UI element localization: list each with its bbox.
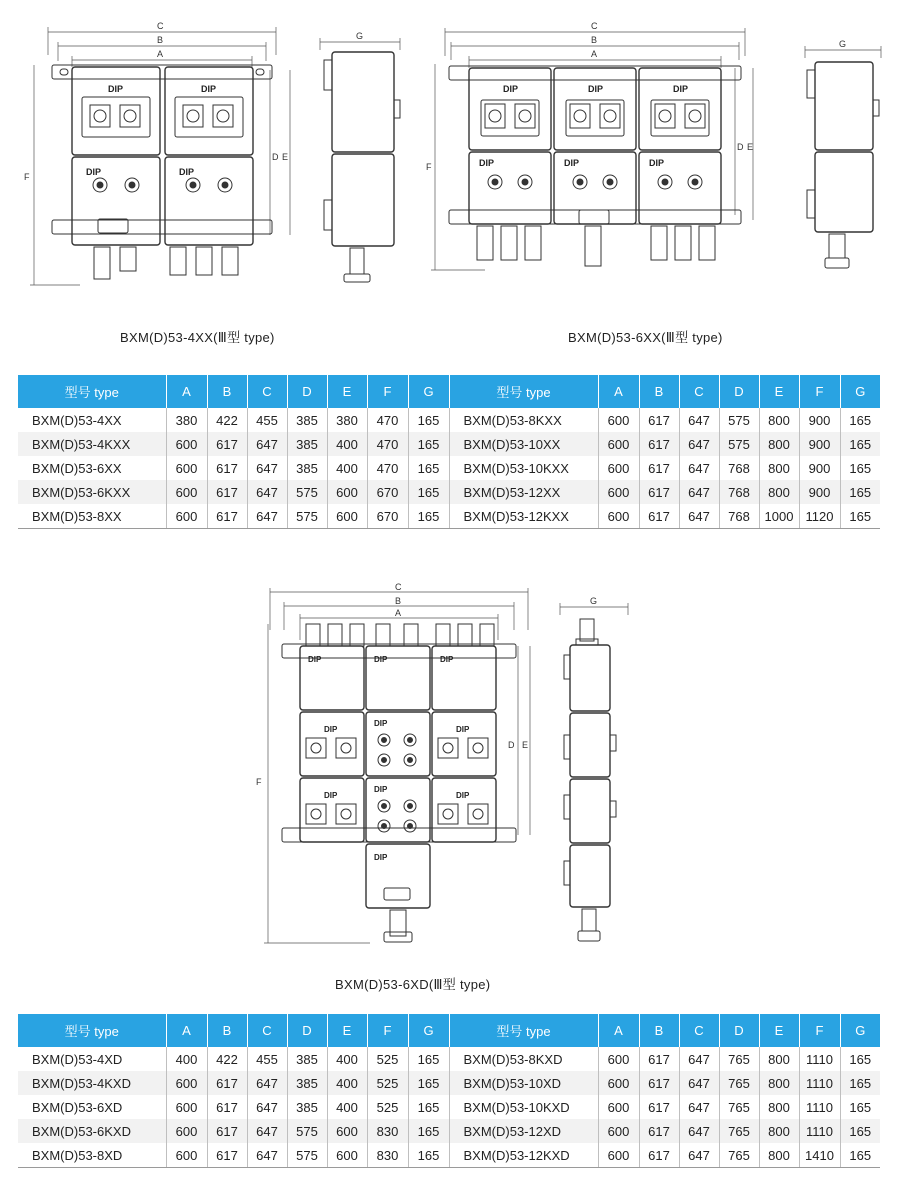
header-cell: 型号 type: [18, 1014, 166, 1047]
dip-label: DIP: [456, 791, 470, 800]
drawing-6xx-side: [795, 40, 890, 290]
dimension-cell: 617: [207, 1071, 247, 1095]
header-cell: D: [287, 375, 327, 408]
dip-label: DIP: [108, 84, 124, 94]
dimension-cell: 165: [840, 1119, 880, 1143]
dimension-cell: 575: [287, 1119, 327, 1143]
dim-c-label: C: [157, 21, 164, 31]
dimension-cell: 600: [598, 504, 639, 529]
dimension-cell: 385: [287, 456, 327, 480]
dip-label: DIP: [440, 655, 454, 664]
dimension-cell: 165: [849, 412, 872, 428]
header-cell: B: [207, 1014, 247, 1047]
model-cell: BXM(D)53-12XD: [449, 1119, 598, 1143]
nameplate-icon: [384, 888, 410, 900]
dimension-cell: 400: [327, 456, 367, 480]
caption-6xx: BXM(D)53-6XX(Ⅲ型 type): [568, 330, 723, 345]
model-cell: BXM(D)53-4KXD: [18, 1071, 166, 1095]
dimension-cell: 165: [408, 504, 449, 529]
model-cell: BXM(D)53-4XD: [18, 1047, 166, 1071]
model-cell: BXM(D)53-10XX: [449, 432, 598, 456]
dimension-cell: 800: [759, 408, 799, 432]
header-cell: 型号 type: [449, 1014, 598, 1047]
dimension-cell: 617: [207, 1119, 247, 1143]
table-row: [18, 1119, 880, 1143]
table-row: [18, 432, 880, 456]
dimension-cell: 800: [759, 1095, 799, 1119]
dimension-cell: 768: [719, 504, 759, 529]
dimension-cell: 165: [408, 408, 449, 432]
header-cell: F: [367, 375, 408, 408]
dimension-cell: 1410: [799, 1143, 840, 1168]
header-cell: C: [247, 375, 287, 408]
dimension-cell: 647: [679, 456, 719, 480]
dimension-cell: 800: [759, 432, 799, 456]
header-cell: E: [759, 375, 799, 408]
dimension-cell: 165: [408, 1119, 449, 1143]
dip-label: DIP: [374, 655, 388, 664]
header-cell: B: [207, 375, 247, 408]
drawing-4xx-front: [20, 15, 300, 305]
dip-label: DIP: [308, 655, 322, 664]
dimension-cell: 600: [598, 456, 639, 480]
dimension-cell: 765: [719, 1047, 759, 1071]
model-cell: BXM(D)53-4XX: [18, 408, 166, 432]
dip-label: DIP: [456, 725, 470, 734]
table-body: [18, 408, 880, 529]
dimension-cell: 900: [799, 408, 840, 432]
indicator-lamp-icon: [93, 178, 232, 192]
dimension-cell: 647: [247, 1095, 287, 1119]
dip-label: DIP: [374, 853, 388, 862]
dimension-cell: 617: [639, 1143, 679, 1168]
dimension-cell: 900: [799, 432, 840, 456]
dimension-cell: 385: [287, 1071, 327, 1095]
table-header-row: [18, 375, 880, 408]
dimension-cell: 525: [367, 1047, 408, 1071]
dimension-cell: 900: [799, 456, 840, 480]
indicator-lamp-icon: [488, 175, 702, 189]
dimension-cell: 647: [247, 1143, 287, 1168]
dimension-cell: 800: [759, 456, 799, 480]
nameplate-icon: [579, 210, 609, 224]
header-cell: F: [799, 375, 840, 408]
switch-icon: [481, 100, 709, 136]
dimension-cell: 165: [840, 480, 880, 504]
dimension-cell: 647: [247, 480, 287, 504]
dip-label: DIP: [588, 84, 604, 94]
dimension-cell: 400: [327, 1071, 367, 1095]
dimension-cell: 600: [598, 408, 639, 432]
dimension-cell: 165: [408, 1095, 449, 1119]
dip-label: DIP: [201, 84, 217, 94]
dimension-cell: 617: [639, 504, 679, 529]
table-row: [18, 1143, 880, 1168]
cable-gland-icon: [94, 247, 238, 279]
header-cell: D: [719, 375, 759, 408]
dimension-cell: 670: [367, 504, 408, 529]
dimension-cell: 600: [166, 1095, 207, 1119]
dimension-cell: 600: [598, 1119, 639, 1143]
dimension-cell: 800: [759, 480, 799, 504]
table-row: [18, 1047, 880, 1071]
dimension-cell: 600: [598, 1071, 639, 1095]
dimension-cell: 768: [719, 480, 759, 504]
dimension-cell: 380: [327, 408, 367, 432]
dimension-cell: 165: [408, 1071, 449, 1095]
dip-label: DIP: [649, 158, 665, 168]
dim-f-label: F: [256, 777, 262, 787]
dimension-cell: 165: [849, 460, 872, 476]
dimension-cell: 600: [598, 1095, 639, 1119]
header-cell: C: [247, 1014, 287, 1047]
header-cell: C: [679, 1014, 719, 1047]
dimension-cell: 385: [287, 408, 327, 432]
dimension-cell: 600: [166, 456, 207, 480]
cable-gland-icon: [306, 624, 494, 646]
dimension-cell: 647: [679, 480, 719, 504]
table-row: [18, 456, 880, 480]
dimension-cell: 165: [408, 456, 449, 480]
header-cell: A: [166, 375, 207, 408]
dimension-cell: 1110: [799, 1071, 840, 1095]
dimension-cell: 765: [719, 1095, 759, 1119]
header-cell: E: [327, 375, 367, 408]
dim-a-label: A: [157, 49, 164, 59]
dim-c-label: C: [591, 21, 598, 31]
spec-table-xx: [18, 375, 880, 529]
header-cell: G: [840, 1014, 880, 1047]
dimension-cell: 400: [327, 432, 367, 456]
dip-label: DIP: [564, 158, 580, 168]
header-cell: A: [166, 1014, 207, 1047]
dimension-cell: 800: [759, 1119, 799, 1143]
dimension-cell: 1120: [799, 504, 840, 529]
dip-label: DIP: [503, 84, 519, 94]
dip-label: DIP: [324, 791, 338, 800]
dimension-cell: 400: [166, 1047, 207, 1071]
cable-gland-icon: [477, 226, 715, 266]
dimension-cell: 800: [759, 1071, 799, 1095]
dimension-cell: 670: [367, 480, 408, 504]
indicator-lamp-icon: [378, 734, 416, 832]
dimension-cell: 617: [639, 432, 679, 456]
dim-f-label: F: [426, 162, 432, 172]
dimension-cell: 900: [799, 480, 840, 504]
table-row: [18, 480, 880, 504]
header-cell: D: [287, 1014, 327, 1047]
dim-g-label: G: [590, 596, 598, 606]
dimension-cell: 455: [247, 408, 287, 432]
dimension-cell: 600: [166, 480, 207, 504]
dimension-cell: 165: [849, 1099, 872, 1115]
dimension-cell: 617: [639, 456, 679, 480]
table-row: [18, 1095, 880, 1119]
switch-icon: [90, 105, 233, 127]
dimension-cell: 600: [598, 432, 639, 456]
header-cell: 型号 type: [449, 375, 598, 408]
dimension-cell: 765: [719, 1143, 759, 1168]
dimension-cell: 800: [759, 1047, 799, 1071]
dim-g-label: G: [356, 31, 364, 41]
model-cell: BXM(D)53-10XD: [449, 1071, 598, 1095]
dim-b-label: B: [395, 596, 402, 606]
dimension-cell: 165: [408, 480, 449, 504]
model-cell: BXM(D)53-6XD: [18, 1095, 166, 1119]
dimension-cell: 165: [408, 432, 449, 456]
dimension-cell: 470: [367, 408, 408, 432]
dimension-cell: 617: [639, 1119, 679, 1143]
dimension-cell: 455: [247, 1047, 287, 1071]
dimension-cell: 1110: [799, 1119, 840, 1143]
drawing-6xd-side: [550, 595, 640, 950]
dimension-cell: 600: [166, 1119, 207, 1143]
dimension-cell: 647: [679, 1119, 719, 1143]
dimension-cell: 165: [840, 1071, 880, 1095]
dimension-cell: 830: [367, 1143, 408, 1168]
dimension-cell: 600: [598, 1143, 639, 1168]
model-cell: BXM(D)53-8KXX: [449, 408, 598, 432]
dimension-cell: 647: [247, 432, 287, 456]
drawing-4xx-side: [310, 30, 410, 290]
dimension-cell: 1110: [799, 1095, 840, 1119]
dim-g-label: G: [839, 40, 847, 49]
dim-e-label: E: [522, 740, 529, 750]
dimension-cell: 617: [639, 480, 679, 504]
dimension-cell: 600: [166, 432, 207, 456]
header-cell: G: [408, 1014, 449, 1047]
dimension-cell: 165: [840, 1143, 880, 1168]
dimension-cell: 647: [679, 408, 719, 432]
dimension-cell: 647: [679, 432, 719, 456]
dimension-cell: 385: [287, 1047, 327, 1071]
drawing-6xd-front: [250, 580, 540, 960]
dim-f-label: F: [24, 172, 30, 182]
dim-e-label: E: [747, 142, 754, 152]
dimension-cell: 765: [719, 1071, 759, 1095]
spec-table-xd: [18, 1014, 880, 1168]
dimension-cell: 385: [287, 432, 327, 456]
model-cell: BXM(D)53-8XX: [18, 504, 166, 529]
table-row: [18, 504, 880, 529]
header-cell: B: [639, 375, 679, 408]
model-cell: BXM(D)53-4KXX: [18, 432, 166, 456]
dim-a-label: A: [591, 49, 598, 59]
dim-e-label: E: [282, 152, 289, 162]
dimension-cell: 617: [639, 1071, 679, 1095]
header-cell: D: [719, 1014, 759, 1047]
dimension-cell: 600: [166, 1143, 207, 1168]
nameplate-icon: [98, 219, 128, 233]
dimension-cell: 647: [247, 456, 287, 480]
table-header-row: [18, 1014, 880, 1047]
dim-d-label: D: [508, 740, 515, 750]
dimension-cell: 617: [207, 432, 247, 456]
model-cell: BXM(D)53-8KXD: [449, 1047, 598, 1071]
model-cell: BXM(D)53-6KXD: [18, 1119, 166, 1143]
dim-b-label: B: [157, 35, 164, 45]
model-cell: BXM(D)53-10KXX: [449, 456, 598, 480]
dimension-cell: 470: [367, 456, 408, 480]
dimension-cell: 647: [247, 1119, 287, 1143]
header-cell: F: [367, 1014, 408, 1047]
table-row: [18, 408, 880, 432]
dimension-cell: 647: [679, 1047, 719, 1071]
header-cell: A: [598, 375, 639, 408]
dimension-cell: 400: [327, 1095, 367, 1119]
dimension-cell: 575: [287, 480, 327, 504]
switch-icon: [306, 738, 488, 824]
dimension-cell: 617: [639, 1095, 679, 1119]
dimension-cell: 165: [849, 1051, 872, 1067]
dimension-cell: 617: [207, 456, 247, 480]
header-cell: A: [598, 1014, 639, 1047]
header-cell: G: [408, 375, 449, 408]
table-body: [18, 1047, 880, 1168]
dimension-cell: 600: [598, 1047, 639, 1071]
dimension-cell: 600: [327, 1119, 367, 1143]
dimension-cell: 617: [207, 1143, 247, 1168]
dimension-cell: 575: [287, 1143, 327, 1168]
dimension-cell: 600: [327, 480, 367, 504]
dimension-cell: 1000: [759, 504, 799, 529]
dimension-cell: 617: [207, 1095, 247, 1119]
dimension-cell: 470: [367, 432, 408, 456]
dimension-cell: 600: [166, 1071, 207, 1095]
dimension-cell: 600: [327, 504, 367, 529]
model-cell: BXM(D)53-6XX: [18, 456, 166, 480]
dimension-cell: 617: [207, 480, 247, 504]
model-cell: BXM(D)53-12KXX: [449, 504, 598, 529]
dimension-cell: 575: [719, 408, 759, 432]
dimension-cell: 380: [166, 408, 207, 432]
dip-label: DIP: [86, 167, 102, 177]
header-cell: B: [639, 1014, 679, 1047]
dimension-cell: 830: [367, 1119, 408, 1143]
dimension-cell: 165: [840, 432, 880, 456]
header-cell: F: [799, 1014, 840, 1047]
dip-label: DIP: [179, 167, 195, 177]
dimension-cell: 647: [679, 1095, 719, 1119]
dimension-cell: 647: [679, 1071, 719, 1095]
dimension-cell: 165: [408, 1143, 449, 1168]
dim-c-label: C: [395, 582, 402, 592]
dimension-cell: 525: [367, 1071, 408, 1095]
dim-d-label: D: [272, 152, 279, 162]
header-cell: 型号 type: [18, 375, 166, 408]
drawing-6xx-front: [425, 20, 765, 280]
dimension-cell: 617: [639, 1047, 679, 1071]
dip-label: DIP: [374, 785, 388, 794]
dimension-cell: 647: [247, 504, 287, 529]
dim-d-label: D: [737, 142, 744, 152]
dimension-cell: 525: [367, 1095, 408, 1119]
model-cell: BXM(D)53-10KXD: [449, 1095, 598, 1119]
model-cell: BXM(D)53-8XD: [18, 1143, 166, 1168]
caption-4xx: BXM(D)53-4XX(Ⅲ型 type): [120, 330, 275, 345]
dip-label: DIP: [374, 719, 388, 728]
dimension-cell: 600: [598, 480, 639, 504]
model-cell: BXM(D)53-6KXX: [18, 480, 166, 504]
header-cell: G: [840, 375, 880, 408]
dimension-cell: 800: [759, 1143, 799, 1168]
dimension-cell: 575: [287, 504, 327, 529]
dimension-cell: 1110: [799, 1047, 840, 1071]
dimension-cell: 617: [207, 504, 247, 529]
dimension-cell: 422: [207, 408, 247, 432]
dimension-cell: 765: [719, 1119, 759, 1143]
dimension-cell: 600: [327, 1143, 367, 1168]
model-cell: BXM(D)53-12XX: [449, 480, 598, 504]
dimension-cell: 647: [679, 504, 719, 529]
dimension-cell: 165: [408, 1047, 449, 1071]
dimension-cell: 617: [639, 408, 679, 432]
table-row: [18, 1071, 880, 1095]
dimension-cell: 422: [207, 1047, 247, 1071]
dimension-cell: 385: [287, 1095, 327, 1119]
header-cell: C: [679, 375, 719, 408]
dimension-cell: 400: [327, 1047, 367, 1071]
dip-label: DIP: [479, 158, 495, 168]
dimension-cell: 768: [719, 456, 759, 480]
dip-label: DIP: [324, 725, 338, 734]
caption-6xd: BXM(D)53-6XD(Ⅲ型 type): [335, 977, 491, 992]
dimension-cell: 600: [166, 504, 207, 529]
header-cell: E: [327, 1014, 367, 1047]
dip-label: DIP: [673, 84, 689, 94]
dim-a-label: A: [395, 608, 402, 618]
dimension-cell: 647: [247, 1071, 287, 1095]
dim-b-label: B: [591, 35, 598, 45]
header-cell: E: [759, 1014, 799, 1047]
dimension-cell: 165: [840, 504, 880, 529]
model-cell: BXM(D)53-12KXD: [449, 1143, 598, 1168]
dimension-cell: 647: [679, 1143, 719, 1168]
dimension-cell: 575: [719, 432, 759, 456]
